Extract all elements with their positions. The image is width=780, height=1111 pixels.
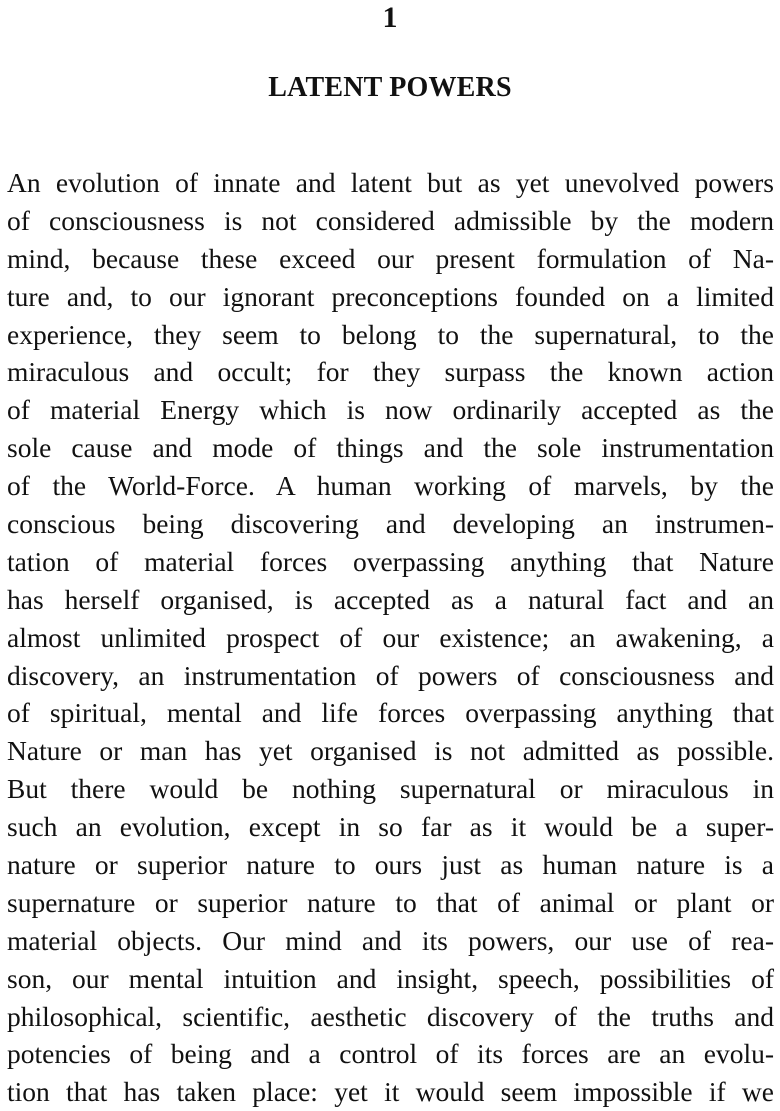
text-line: material objects. Our mind and its powers, our use of rea- bbox=[7, 924, 774, 956]
text-line: philosophical, scientific, aesthetic discovery of the truths and bbox=[7, 1000, 774, 1032]
text-line: discovery, an instrumentation of powers of consciousness and bbox=[7, 659, 774, 691]
text-line: tion that has taken place: yet it would seem impossible if we bbox=[7, 1076, 774, 1108]
text-line: potencies of being and a control of its forces are an evolu- bbox=[7, 1038, 774, 1070]
text-line: of the World-Force. A human working of marvels, by the bbox=[7, 470, 774, 502]
text-line: of spiritual, mental and life forces overpassing anything that bbox=[7, 697, 774, 729]
text-line: of consciousness is not considered admissible by the modern bbox=[7, 204, 774, 236]
text-line: almost unlimited prospect of our existence; an awakening, a bbox=[7, 621, 774, 653]
text-line: Nature or man has yet organised is not admitted as possible. bbox=[7, 735, 774, 767]
text-line: An evolution of innate and latent but as yet unevolved powers bbox=[7, 167, 774, 198]
text-line: of material Energy which is now ordinarily accepted as the bbox=[7, 394, 774, 426]
text-line: experience, they seem to belong to the supernatural, to the bbox=[7, 318, 774, 350]
text-line: But there would be nothing supernatural or miraculous in bbox=[7, 773, 774, 805]
text-line: such an evolution, except in so far as it would be a super- bbox=[7, 811, 774, 843]
text-line: has herself organised, is accepted as a natural fact and an bbox=[7, 583, 774, 615]
text-line: conscious being discovering and developing an instrumen- bbox=[7, 508, 774, 540]
text-line: supernature or superior nature to that of animal or plant or bbox=[7, 886, 774, 918]
chapter-title: LATENT POWERS bbox=[268, 72, 512, 103]
text-line: mind, because these exceed our present formulation of Na- bbox=[7, 242, 774, 274]
text-line: miraculous and occult; for they surpass the known action bbox=[7, 356, 774, 388]
chapter-number: 1 bbox=[382, 1, 398, 34]
text-line: ture and, to our ignorant preconceptions founded on a limited bbox=[7, 280, 774, 312]
text-line: tation of material forces overpassing anything that Nature bbox=[7, 545, 774, 577]
text-line: nature or superior nature to ours just as human nature is a bbox=[7, 849, 774, 881]
text-line: son, our mental intuition and insight, speech, possibilities of bbox=[7, 962, 774, 994]
body-paragraph bbox=[7, 164, 774, 1111]
text-line: sole cause and mode of things and the sole instrumentation bbox=[7, 432, 774, 464]
